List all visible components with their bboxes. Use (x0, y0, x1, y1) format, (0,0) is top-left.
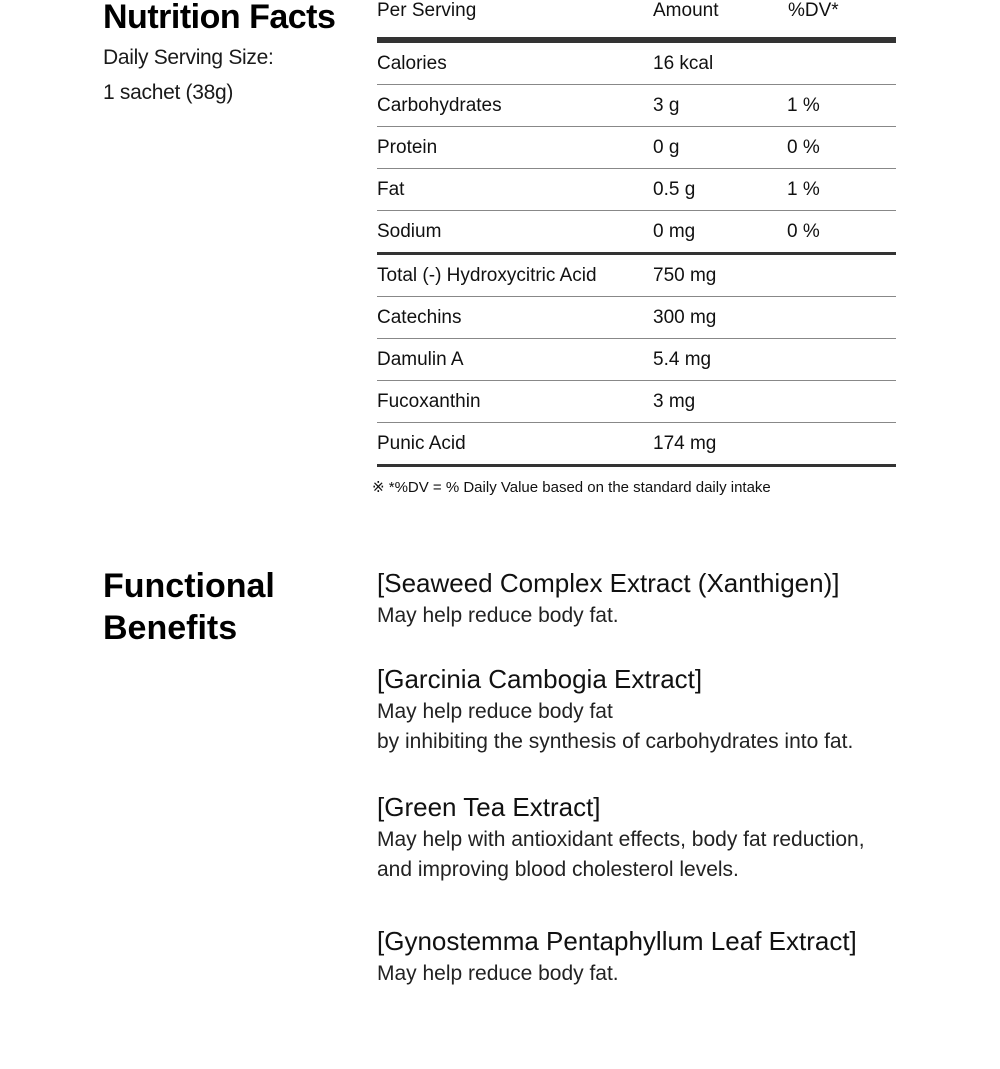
header-amount: Amount (653, 0, 719, 21)
nutrient-name: Protein (377, 137, 438, 158)
benefit-line: May help reduce body fat. (377, 962, 619, 985)
benefit-line: May help reduce body fat (377, 700, 613, 723)
benefit-item (377, 923, 857, 989)
benefit-description (377, 601, 839, 631)
nutrient-amount: 3 mg (653, 391, 696, 412)
nutrient-amount: 0 g (653, 137, 680, 158)
nutrient-amount: 300 mg (653, 307, 717, 328)
nutrient-dv: 0 % (787, 137, 820, 158)
nutrient-amount: 16 kcal (653, 53, 714, 74)
nutrient-name: Sodium (377, 221, 442, 242)
table-row (377, 339, 896, 381)
nutrient-name: Calories (377, 53, 447, 74)
serving-size-value: 1 sachet (38g) (103, 81, 234, 104)
header-per-serving: Per Serving (377, 0, 477, 21)
table-row (377, 169, 896, 211)
benefit-description (377, 697, 853, 757)
serving-size-label: Daily Serving Size: (103, 46, 274, 69)
nutrition-facts-title: Nutrition Facts (103, 0, 336, 36)
nutrient-amount: 174 mg (653, 433, 717, 454)
nutrient-dv: 0 % (787, 221, 820, 242)
table-row (377, 85, 896, 127)
functional-benefits-title: Functional Benefits (103, 567, 275, 647)
nutrient-amount: 750 mg (653, 265, 717, 286)
table-row (377, 211, 896, 255)
benefit-heading: [Green Tea Extract] (377, 792, 601, 822)
benefit-item (377, 789, 865, 885)
benefit-item (377, 661, 853, 757)
nutrient-amount: 0 mg (653, 221, 696, 242)
nutrient-name: Punic Acid (377, 433, 466, 454)
benefit-line: by inhibiting the synthesis of carbohydrates into fat. (377, 730, 854, 753)
table-row (377, 127, 896, 169)
benefit-line: May help with antioxidant effects, body fat reduction, (377, 828, 865, 851)
nutrient-name: Total (-) Hydroxycitric Acid (377, 265, 597, 286)
table-row (377, 255, 896, 297)
table-row (377, 43, 896, 85)
benefit-description (377, 959, 857, 989)
nutrient-name: Carbohydrates (377, 95, 502, 116)
benefit-heading: [Garcinia Cambogia Extract] (377, 664, 703, 694)
benefit-description (377, 825, 865, 885)
benefit-line: May help reduce body fat. (377, 604, 619, 627)
benefit-line: and improving blood cholesterol levels. (377, 858, 739, 881)
nutrient-name: Catechins (377, 307, 462, 328)
benefit-item (377, 565, 839, 631)
serving-size (103, 40, 274, 110)
nutrient-amount: 0.5 g (653, 179, 696, 200)
header-dv: %DV* (788, 0, 839, 21)
nutrient-amount: 5.4 mg (653, 349, 712, 370)
nutrition-table-header (377, 0, 896, 43)
table-row (377, 297, 896, 339)
nutrient-name: Fat (377, 179, 405, 200)
benefit-heading: [Seaweed Complex Extract (Xanthigen)] (377, 568, 840, 598)
dv-footnote: ※ *%DV = % Daily Value based on the standard daily intake (372, 479, 771, 496)
nutrient-name: Fucoxanthin (377, 391, 481, 412)
nutrient-dv: 1 % (787, 179, 820, 200)
benefit-heading: [Gynostemma Pentaphyllum Leaf Extract] (377, 926, 857, 956)
nutrition-table (377, 0, 896, 467)
nutrient-amount: 3 g (653, 95, 680, 116)
nutrient-name: Damulin A (377, 349, 464, 370)
table-row (377, 423, 896, 467)
nutrient-dv: 1 % (787, 95, 820, 116)
table-row (377, 381, 896, 423)
